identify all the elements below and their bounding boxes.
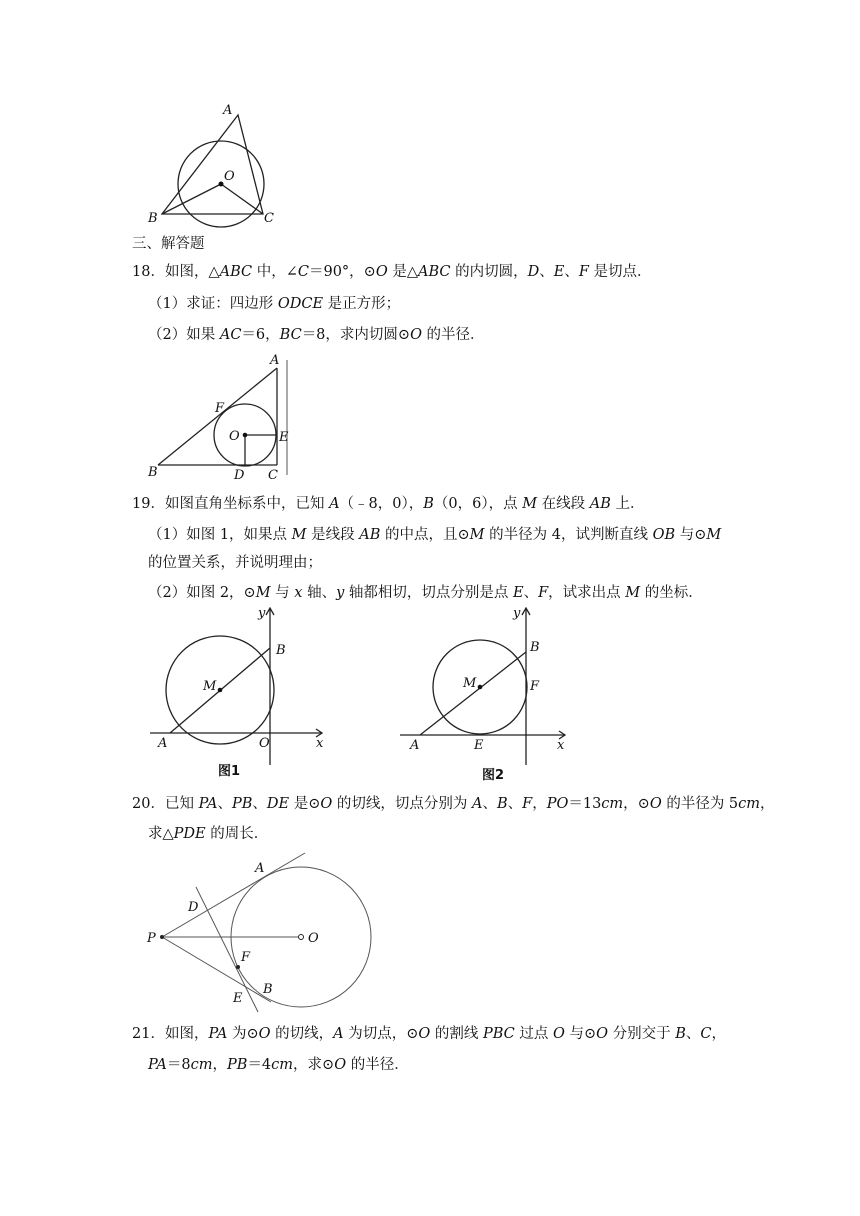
text: PO [546,796,569,812]
text: O [649,796,662,812]
label-c: C [268,468,278,483]
text: O [334,1057,347,1073]
label-o: O [229,429,240,444]
tangent-pb [162,937,271,1002]
text: 的半径为 5 [661,796,739,812]
text: PB [231,796,253,812]
text: O [418,1026,431,1042]
text: cm [738,796,761,812]
text: 的周长． [205,826,269,842]
text: （﹣8，0）， [339,496,424,512]
text: y [336,585,345,601]
text: ，求⊙ [293,1057,335,1073]
text: （2）如果 [148,327,220,343]
text: PDE [173,826,206,842]
text: PBC [482,1026,515,1042]
label-f: F [215,401,225,416]
text: （0，6），点 [433,496,523,512]
label-a: A [223,103,233,118]
center-dot-m [478,685,483,690]
point-f [236,965,240,969]
figure-q18 [147,353,289,483]
text: ， [212,1057,228,1073]
q19-number: 19． [132,496,165,512]
text: ， [711,1026,727,1042]
text: ABC [418,264,451,280]
text: 轴、 [302,585,337,601]
triangle-circle-diagram [147,103,274,227]
label-a: A [255,861,265,876]
incircle-o [214,404,276,466]
text: 是⊙ [289,796,321,812]
center-dot-m [218,688,223,693]
text: cm [190,1057,213,1073]
figure-q20 [146,853,371,1012]
figure-q19-1 [150,606,324,779]
text: 、 [685,1026,701,1042]
label-y: y [258,606,266,621]
text: BC [279,327,302,343]
text: ＝4 [247,1057,272,1073]
q21-line2 [148,1055,409,1075]
text: 为切点，⊙ [343,1026,419,1042]
text: （2）如图 2，⊙ [148,585,256,601]
q20-number: 20． [132,796,165,812]
text: PB [227,1057,248,1073]
x-axis-arrow [559,731,565,739]
text: O [410,327,422,343]
text: 求△ [148,826,174,842]
text: ，试求出点 [548,585,626,601]
section-title-text: 三、解答题 [132,236,205,252]
text: ＝90°，⊙ [308,264,376,280]
y-axis-arrow [266,608,274,615]
text: 与⊙ [675,527,707,543]
q21-number: 21． [132,1026,165,1042]
text: O [596,1026,609,1042]
text: 的切线，切点分别为 [332,796,472,812]
segment-oc [221,184,263,214]
text: ， [760,796,775,812]
text: M [522,496,538,512]
label-p: P [147,931,156,946]
label-f: F [241,950,251,965]
text: M [255,585,271,601]
text: ， [532,796,547,812]
text: ＝13 [568,796,602,812]
text: O [258,1026,271,1042]
text: DE [266,796,290,812]
text: 是线段 [306,527,360,543]
text: 的切线， [270,1026,334,1042]
text: ，⊙ [623,796,650,812]
text: D [527,264,540,280]
x-axis-arrow [316,729,322,737]
text: 、 [507,796,523,812]
text: F [538,585,549,601]
text: B [675,1026,686,1042]
q18-part1 [148,294,400,314]
text: A [471,796,483,812]
text: M [625,585,641,601]
point-p [160,935,164,939]
text: E [553,264,565,280]
text: A [333,1026,344,1042]
text: 的割线 [430,1026,483,1042]
label-x: x [316,736,324,751]
text: 是△ [387,264,418,280]
text: 与⊙ [564,1026,597,1042]
text: ＝8，求内切圆⊙ [301,327,411,343]
center-dot-o [219,182,224,187]
text: B [496,796,508,812]
circle-m [433,640,527,734]
text: 、 [252,796,267,812]
text: 如图， [164,1026,209,1042]
center-dot-o [243,433,248,438]
text: C [297,264,309,280]
text: F [578,264,589,280]
text: 、 [482,796,497,812]
q19-part1-cont [148,553,322,573]
q18-part2 [148,325,485,345]
q18-number: 18． [132,264,165,280]
text: 、 [539,264,554,280]
label-x: x [557,738,565,753]
hypotenuse-ab [158,368,277,465]
text: 的半径为 4，试判断直线 [484,527,653,543]
center-dot-o [299,935,304,940]
text: PA [208,1026,228,1042]
text: （1）求证：四边形 [148,296,278,312]
text: C [700,1026,712,1042]
text: 为⊙ [227,1026,259,1042]
label-e: E [474,738,484,753]
text: B [423,496,434,512]
text: 在线段 [537,496,590,512]
label-a: A [270,353,280,368]
label-e: E [233,991,243,1006]
q18-stem [132,262,652,282]
text: O [375,264,388,280]
label-o: O [224,169,235,184]
label-d: D [234,468,245,483]
q19-part1 [148,525,721,545]
text: 分别交于 [608,1026,676,1042]
text: cm [271,1057,294,1073]
text: PA [148,1057,167,1073]
label-f: F [530,679,540,694]
label-o: O [308,931,319,946]
q19-part2 [148,583,703,603]
text: 过点 [514,1026,553,1042]
text: O [320,796,333,812]
segment-ab [420,652,526,735]
text: 是切点． [588,264,652,280]
text: 的位置关系，并说明理由； [148,555,322,571]
triangle-abc [162,115,263,214]
tangent-pa [162,853,305,937]
text: M [706,527,722,543]
text: 已知 [164,796,199,812]
text: 与 [270,585,295,601]
text: 、 [523,585,539,601]
label-m: M [203,679,217,694]
caption-fig2: 图2 [482,768,505,783]
label-c: C [264,211,274,226]
segment-ab [170,648,270,733]
text: 如图直角坐标系中，已知 [164,496,330,512]
text: 的中点，且⊙ [380,527,470,543]
text: A [329,496,340,512]
label-b: B [148,211,158,226]
text: 的半径． [346,1057,409,1073]
text: 上． [610,496,645,512]
text: ＝6， [241,327,280,343]
text: 、 [217,796,232,812]
segment-ob [162,184,221,214]
label-b: B [530,640,540,655]
q19-stem [132,494,645,514]
text: AB [359,527,381,543]
text: 中，∠ [252,264,298,280]
figure-q19-2 [400,606,565,783]
label-o: O [259,736,270,751]
label-a: A [410,738,420,753]
text: E [513,585,524,601]
text: AC [219,327,242,343]
text: 、 [564,264,579,280]
text: 如图，△ [164,264,220,280]
text: 轴都相切，切点分别是点 [344,585,514,601]
q20-stem [132,794,775,814]
label-a: A [158,736,168,751]
circle-o [231,867,371,1007]
text: OB [652,527,676,543]
text: （1）如图 1，如果点 [148,527,292,543]
section-title [132,234,205,254]
label-y: y [513,606,521,621]
q20-line2 [148,824,268,844]
circle-o [178,141,264,227]
text: M [469,527,485,543]
tangent-de [196,887,258,1012]
text: AB [589,496,611,512]
q21-stem [132,1024,726,1044]
label-m: M [463,676,477,691]
text: 是正方形； [323,296,401,312]
label-b: B [148,465,158,480]
label-d: D [188,900,199,915]
text: 的内切圆， [450,264,528,280]
text: ODCE [277,296,324,312]
text: ＝8 [166,1057,191,1073]
text: 的半径． [421,327,485,343]
y-axis-arrow [522,608,530,615]
text: 的坐标． [640,585,703,601]
text: PA [198,796,218,812]
text: x [294,585,303,601]
text: ABC [219,264,253,280]
text: O [552,1026,565,1042]
text: cm [601,796,624,812]
circle-m [166,636,274,744]
label-b: B [263,982,273,997]
label-e: E [279,430,289,445]
caption-fig1: 图1 [218,764,241,779]
text: F [522,796,533,812]
label-b: B [276,643,286,658]
text: M [291,527,307,543]
